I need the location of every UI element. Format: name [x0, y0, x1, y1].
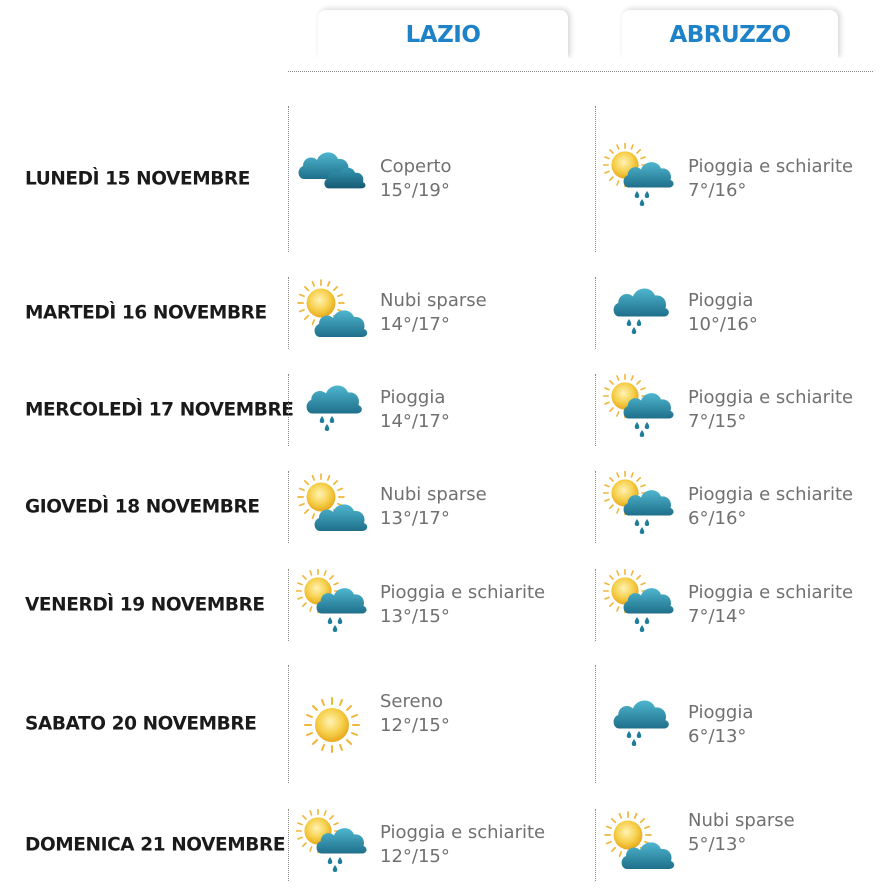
rain-icon: [296, 374, 368, 446]
weather-desc: Nubi sparse: [380, 484, 487, 505]
weather-desc: Pioggia e schiarite: [688, 387, 854, 408]
weather-desc: Coperto: [380, 156, 452, 177]
weather-desc: Pioggia e schiarite: [688, 484, 854, 505]
weather-desc: Pioggia e schiarite: [688, 156, 854, 177]
temperature: 15°/19°: [380, 180, 450, 201]
temperature: 6°/16°: [688, 508, 747, 529]
weather-desc: Pioggia: [688, 702, 754, 723]
temperature: 12°/15°: [380, 846, 450, 867]
column-divider: [288, 569, 289, 641]
temperature: 10°/16°: [688, 314, 758, 335]
weather-desc: Pioggia: [688, 290, 754, 311]
forecast-text: [380, 821, 545, 869]
column-divider: [595, 809, 596, 881]
forecast-text: [380, 483, 487, 531]
tab-lazio[interactable]: LAZIO: [318, 10, 568, 58]
forecast-text: [688, 581, 853, 629]
forecast-text: [688, 155, 853, 203]
temperature: 7°/14°: [688, 606, 747, 627]
forecast-row: [0, 569, 890, 641]
tab-abruzzo[interactable]: ABRUZZO: [622, 10, 838, 58]
forecast-text: [688, 289, 758, 337]
day-label: DOMENICA 21 NOVEMBRE: [25, 834, 286, 856]
weather-desc: Pioggia e schiarite: [380, 582, 546, 603]
weather-desc: Pioggia e schiarite: [688, 582, 854, 603]
day-label: SABATO 20 NOVEMBRE: [25, 713, 257, 735]
column-divider: [595, 569, 596, 641]
temperature: 7°/15°: [688, 411, 747, 432]
weather-desc: Pioggia: [380, 387, 446, 408]
sun-rain-icon: [603, 374, 675, 446]
column-divider: [595, 374, 596, 446]
partly-cloudy-icon: [296, 471, 368, 543]
column-divider: [288, 665, 289, 783]
column-divider: [288, 809, 289, 881]
day-label: MERCOLEDÌ 17 NOVEMBRE: [25, 399, 294, 421]
sun-rain-icon: [603, 471, 675, 543]
sun-rain-icon: [603, 143, 675, 215]
rain-icon: [603, 277, 675, 349]
temperature: 13°/15°: [380, 606, 450, 627]
day-label: MARTEDÌ 16 NOVEMBRE: [25, 302, 267, 324]
forecast-text: [688, 809, 795, 857]
column-divider: [288, 374, 289, 446]
column-divider: [595, 471, 596, 543]
temperature: 6°/13°: [688, 726, 747, 747]
cloudy-icon: [296, 143, 368, 215]
forecast-row: [0, 374, 890, 446]
forecast-text: [380, 690, 450, 738]
rain-icon: [603, 689, 675, 761]
partly-cloudy-icon: [603, 809, 675, 881]
day-label: VENERDÌ 19 NOVEMBRE: [25, 594, 265, 616]
forecast-row: [0, 809, 890, 881]
column-divider: [595, 665, 596, 783]
column-divider: [595, 277, 596, 349]
forecast-row: [0, 277, 890, 349]
temperature: 7°/16°: [688, 180, 747, 201]
forecast-text: [688, 386, 853, 434]
weather-desc: Sereno: [380, 691, 443, 712]
column-divider: [288, 471, 289, 543]
header-tab-base: [288, 58, 878, 70]
forecast-text: [380, 386, 450, 434]
sun-rain-icon: [296, 569, 368, 641]
temperature: 14°/17°: [380, 314, 450, 335]
forecast-text: [688, 483, 853, 531]
forecast-text: [380, 155, 452, 203]
forecast-row: [0, 471, 890, 543]
partly-cloudy-icon: [296, 277, 368, 349]
forecast-row: [0, 665, 890, 783]
column-divider: [595, 106, 596, 252]
forecast-text: [688, 701, 753, 749]
forecast-text: [380, 581, 545, 629]
temperature: 5°/13°: [688, 834, 747, 855]
temperature: 13°/17°: [380, 508, 450, 529]
temperature: 12°/15°: [380, 715, 450, 736]
forecast-text: [380, 289, 487, 337]
weather-desc: Nubi sparse: [688, 810, 795, 831]
day-label: LUNEDÌ 15 NOVEMBRE: [25, 168, 250, 190]
sun-rain-icon: [296, 809, 368, 881]
column-divider: [288, 277, 289, 349]
header-divider: [288, 71, 873, 72]
sun-icon: [296, 689, 368, 761]
temperature: 14°/17°: [380, 411, 450, 432]
weather-desc: Nubi sparse: [380, 290, 487, 311]
weather-desc: Pioggia e schiarite: [380, 822, 546, 843]
forecast-row: [0, 106, 890, 252]
column-divider: [288, 106, 289, 252]
day-label: GIOVEDÌ 18 NOVEMBRE: [25, 496, 260, 518]
sun-rain-icon: [603, 569, 675, 641]
